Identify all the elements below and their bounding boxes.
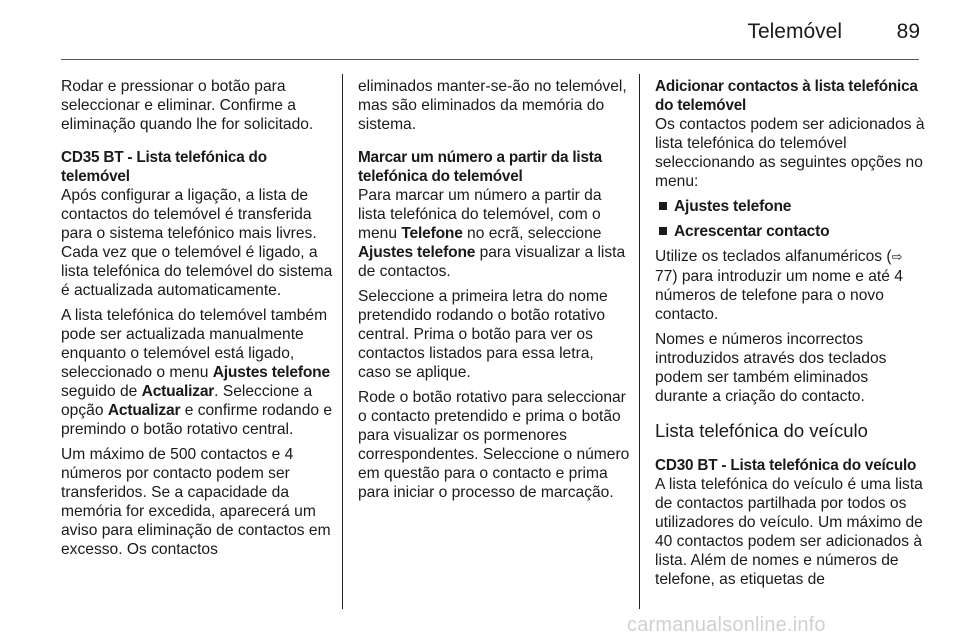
text: Utilize os teclados alfanuméricos ( <box>655 248 892 265</box>
menu-term: Actualizar <box>141 383 215 400</box>
page-title: Telemóvel <box>747 20 842 43</box>
paragraph <box>61 306 333 439</box>
paragraph: eliminados manter-se-ão no telemóvel, mas são eliminados da memória do sistema. <box>358 78 627 133</box>
paragraph: Seleccione a primeira letra do nome pretendido rodando o botão rotativo central. Prima o botão para ver os contactos listados para essa letra, caso se aplique. <box>358 288 608 381</box>
text: no ecrã, seleccione <box>462 225 602 242</box>
watermark: carmanualsonline.info <box>627 614 826 636</box>
menu-term: Telefone <box>401 225 463 242</box>
column-divider-1 <box>342 74 343 609</box>
menu-term: Ajustes telefone <box>674 198 792 215</box>
paragraph: Um máximo de 500 contactos e 4 números por contacto podem ser transferidos. Se a capacidade da memória for excedida, aparecerá um aviso para eliminação de contactos em excesso. Os contactos <box>61 446 331 558</box>
section-heading: CD35 BT - Lista telefónica do telemóvel <box>61 149 267 185</box>
column-1 <box>61 77 333 565</box>
text: seguido de <box>61 383 142 400</box>
menu-term: Acrescentar contacto <box>674 223 830 240</box>
text: e confirme rodando e premindo o botão rotativo central. <box>61 402 333 438</box>
text: para visualizar a lista de contactos. <box>358 244 626 280</box>
paragraph: Rodar e pressionar o botão para seleccionar e eliminar. Confirme a eliminação quando lhe for solicitado. <box>61 78 314 133</box>
section-heading: CD30 BT - Lista telefónica do veículo <box>655 457 917 474</box>
paragraph <box>655 247 925 324</box>
text: ) para introduzir um nome e até 4 números de telefone para o novo contacto. <box>655 268 903 323</box>
paragraph: Os contactos podem ser adicionados à lista telefónica do telemóvel seleccionando as seguintes opções no menu: <box>655 116 925 190</box>
bullet-square-icon <box>659 202 667 210</box>
page-number: 89 <box>896 20 920 43</box>
column-3 <box>655 77 925 595</box>
paragraph <box>358 186 630 281</box>
paragraph: Rode o botão rotativo para seleccionar o contacto pretendido e prima o botão para visualizar os pormenores correspondentes. Seleccione o número em questão para o contacto e prima para iniciar o processo de marcação. <box>358 389 630 501</box>
column-divider-2 <box>639 74 640 609</box>
chapter-heading: Lista telefónica do veículo <box>655 420 868 441</box>
paragraph: Nomes e números incorrectos introduzidos através dos teclados podem ser também eliminados durante a criação do contacto. <box>655 331 887 405</box>
section-heading: Marcar um número a partir da lista telefónica do telemóvel <box>358 149 602 185</box>
text: Para marcar um número a partir da lista telefónica do telemóvel, com o menu <box>358 187 602 242</box>
paragraph: A lista telefónica do veículo é uma lista de contactos partilhada por todos os utilizadores do veículo. Um máximo de 40 contactos podem ser adicionados à lista. Além de nomes e números de telefone, as etiquetas de <box>655 476 923 588</box>
text: A lista telefónica do telemóvel também pode ser actualizada manualmente enquanto o telemóvel está ligado, seleccionado o menu <box>61 307 328 381</box>
page-reference-arrow-icon: ⇨ <box>891 250 903 265</box>
bullet-square-icon <box>659 227 667 235</box>
bullet-item <box>659 197 925 216</box>
section-heading: Adicionar contactos à lista telefónica do telemóvel <box>655 78 918 114</box>
header-rule <box>61 59 919 60</box>
text: . Seleccione a opção <box>61 383 313 419</box>
bullet-item <box>659 222 925 241</box>
menu-term: Actualizar <box>107 402 181 419</box>
menu-term: Ajustes telefone <box>212 364 330 381</box>
paragraph: Após configurar a ligação, a lista de contactos do telemóvel é transferida para o sistema telefónico mais livres. Cada vez que o telemóvel é ligado, a lista telefónica do telemóvel do sistema é actualizada automaticamente. <box>61 187 333 299</box>
menu-term: Ajustes telefone <box>358 244 476 261</box>
page-header <box>0 0 960 62</box>
page-reference: 77 <box>655 268 673 285</box>
column-2 <box>358 77 630 508</box>
